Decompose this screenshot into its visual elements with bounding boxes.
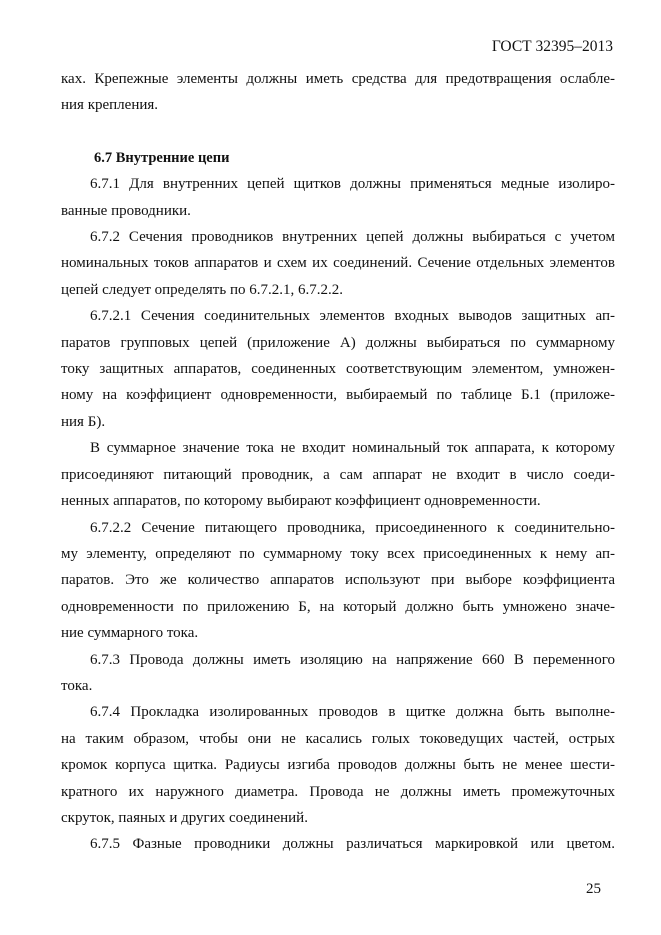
paragraph-summary-current	[61, 435, 615, 514]
text-line: В суммарное значение тока не входит номинальный ток аппарата, к которому	[90, 440, 615, 457]
paragraph-continuation	[61, 66, 615, 119]
document-body	[61, 66, 615, 858]
text-line: 6.7.1 Для внутренних цепей щитков должны применяться медные изолиро-	[90, 176, 615, 193]
text-line: 6.7.2.1 Сечения соединительных элементов входных выводов защитных ап-	[90, 308, 615, 325]
text-line: 6.7.3 Провода должны иметь изоляцию на напряжение 660 В переменного	[90, 651, 615, 668]
text-line: ния Б).	[61, 413, 106, 430]
text-line: 6.7.5 Фазные проводники должны различаться маркировкой или цветом.	[90, 836, 615, 853]
paragraph-6-7-2-1	[61, 303, 615, 435]
text-line: кратного их наружного диаметра. Провода не должны иметь промежуточных	[61, 783, 615, 800]
paragraph-6-7-2-2	[61, 515, 615, 647]
text-line: ванные проводники.	[61, 202, 191, 219]
text-line: 6.7.2 Сечения проводников внутренних цепей должны выбираться с учетом	[90, 229, 615, 246]
text-line: паратов. Это же количество аппаратов используют при выборе коэффициента	[61, 572, 615, 589]
section-heading: 6.7 Внутренние цепи	[94, 149, 230, 166]
paragraph-6-7-4	[61, 699, 615, 831]
text-line: одновременности по приложению Б, на который должно быть умножено значе-	[61, 598, 615, 615]
document-header: ГОСТ 32395–2013	[491, 38, 613, 55]
text-line: ние суммарного тока.	[61, 625, 199, 642]
text-line: кромок корпуса щитка. Радиусы изгиба проводов должны быть не менее шести-	[61, 757, 615, 774]
page-number: 25	[586, 881, 601, 897]
paragraph-6-7-3	[61, 647, 615, 700]
text-line: паратов групповых цепей (приложение А) должны выбираться по суммарному	[61, 334, 615, 351]
paragraph-6-7-2	[61, 224, 615, 303]
paragraph-6-7-5	[61, 831, 615, 857]
text-line: на таким образом, чтобы они не касались голых токоведущих частей, острых	[61, 730, 615, 747]
text-line: ках. Крепежные элементы должны иметь средства для предотвращения ослабле-	[61, 71, 615, 87]
text-line: му элементу, определяют по суммарному току всех присоединенных к нему ап-	[61, 545, 615, 562]
text-line: 6.7.4 Прокладка изолированных проводов в щитке должна быть выполне-	[90, 704, 615, 721]
text-line: скруток, паяных и других соединений.	[61, 809, 308, 826]
text-line: 6.7.2.2 Сечение питающего проводника, присоединенного к соединительно-	[90, 519, 615, 536]
text-line: ния крепления.	[61, 97, 159, 114]
text-line: номинальных токов аппаратов и схем их соединений. Сечение отдельных элементов	[61, 255, 615, 272]
paragraph-6-7-1	[61, 171, 615, 224]
text-line: току защитных аппаратов, соединенных соответствующим элементом, умножен-	[61, 361, 615, 378]
text-line: тока.	[61, 677, 93, 694]
text-line: цепей следует определять по 6.7.2.1, 6.7.2.2.	[61, 281, 343, 298]
text-line: присоединяют питающий проводник, а сам аппарат не входит в число соеди-	[61, 466, 615, 483]
text-line: ненных аппаратов, по которому выбирают коэффициент одновременности.	[61, 493, 541, 510]
text-line: ному на коэффициент одновременности, выбираемый по таблице Б.1 (приложе-	[61, 387, 615, 404]
